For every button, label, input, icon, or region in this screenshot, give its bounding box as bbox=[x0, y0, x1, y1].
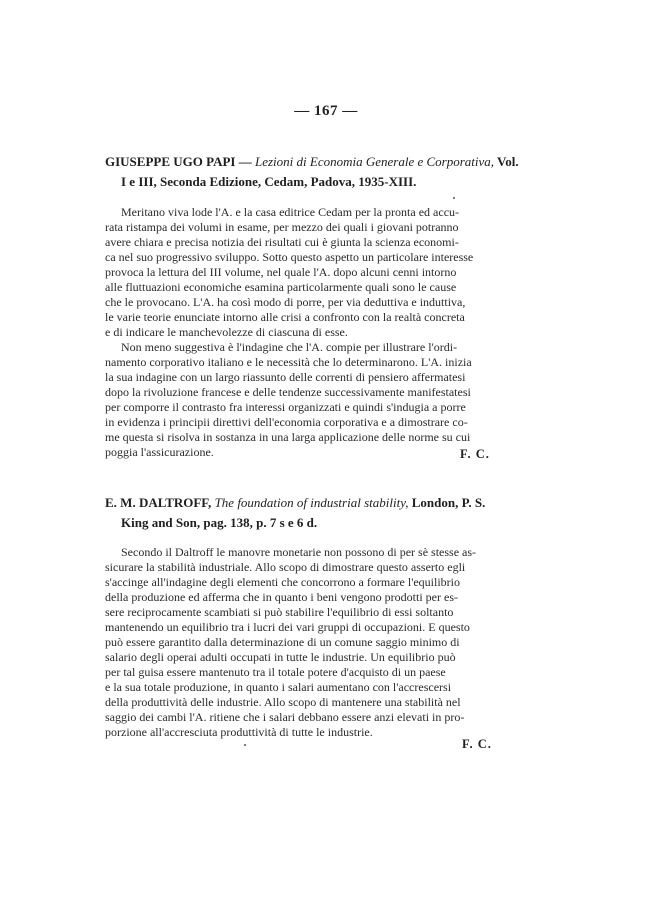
review-publication-info: Vol. bbox=[494, 154, 519, 169]
review-author: E. M. DALTROFF, bbox=[105, 495, 215, 510]
body-line: me questa si risolva in sostanza in una larga applicazione delle norme su cui bbox=[105, 430, 471, 444]
header-line bbox=[105, 513, 525, 533]
review-signature: F. C. bbox=[460, 447, 490, 461]
body-line: della produzione ed afferma che in quanto i beni vengono prodotti per es- bbox=[105, 590, 458, 604]
body-line: namento corporativo italiano e le necessità che lo determinarono. L'A. inizia bbox=[105, 355, 472, 369]
body-line: porzione all'accresciuta produttività di tutte le industrie. bbox=[105, 725, 373, 739]
page-number: — 167 — bbox=[294, 103, 358, 119]
body-line: in evidenza i principii direttivi dell'economia corporativa e a dimostrare co- bbox=[105, 415, 468, 429]
review-title: The foundation of industrial stability, bbox=[214, 495, 409, 510]
review-header bbox=[105, 493, 525, 533]
scan-speck bbox=[453, 197, 455, 199]
body-line: e di indicare le manchevolezze di ciascuna di esse. bbox=[105, 325, 348, 339]
body-line: salario degli operai adulti occupati in tutte le industrie. Un equilibrio può bbox=[105, 650, 456, 664]
header-line bbox=[105, 493, 525, 513]
body-line: che le provocano. L'A. ha così modo di porre, per via deduttiva e induttiva, bbox=[105, 295, 466, 309]
review-publication-info: London, P. S. bbox=[408, 495, 486, 510]
body-line: Meritano viva lode l'A. e la casa editrice Cedam per la pronta ed accu- bbox=[121, 205, 460, 219]
body-line: sicurare la stabilità industriale. Allo scopo di dimostrare questo asserto egli bbox=[105, 560, 466, 574]
body-line: Non meno suggestiva è l'indagine che l'A. compie per illustrare l'ordi- bbox=[121, 340, 458, 354]
body-line: ca nel suo progressivo sviluppo. Sotto questo aspetto un particolare interesse bbox=[105, 250, 474, 264]
review-body bbox=[105, 205, 530, 460]
body-line: provoca la lettura del III volume, nel quale l'A. dopo alcuni cenni intorno bbox=[105, 265, 457, 279]
body-line: per comporre il contrasto fra interessi organizzati e quindi s'indugia a porre bbox=[105, 400, 466, 414]
body-line: Secondo il Daltroff le manovre monetarie non possono di per sè stesse as- bbox=[121, 545, 477, 559]
body-line: s'accinge all'indagine degli elementi che concorrono a formare l'equilibrio bbox=[105, 575, 461, 589]
body-line: mantenendo un equilibrio tra i lucri dei vari gruppi di occupazioni. E questo bbox=[105, 620, 470, 634]
body-line: può essere garantito dalla determinazione di un comune saggio minimo di bbox=[105, 635, 460, 649]
body-line: saggio dei cambi l'A. ritiene che i salari debbano essere anzi elevati in pro- bbox=[105, 710, 465, 724]
body-line: e la sua totale produzione, in quanto i salari aumentano con l'accrescersi bbox=[105, 680, 452, 694]
body-line: rata ristampa dei volumi in esame, per mezzo dei quali i giovani potranno bbox=[105, 220, 459, 234]
review-publication-info: I e III, Seconda Edizione, Cedam, Padova, 1935-XIII. bbox=[121, 174, 417, 189]
body-line: alle fluttuazioni economiche esamina particolarmente quali sono le cause bbox=[105, 280, 457, 294]
review-publication-info: King and Son, pag. 138, p. 7 s e 6 d. bbox=[121, 515, 318, 530]
header-line bbox=[105, 172, 525, 192]
body-line: dopo la rivoluzione francese e delle tendenze successivamente manifestatesi bbox=[105, 385, 471, 399]
review-signature: F. C. bbox=[462, 737, 492, 751]
body-line: per tal guisa essere mantenuto tra il totale potere d'acquisto di un paese bbox=[105, 665, 446, 679]
body-line: sere reciprocamente scambiati si può stabilire l'equilibrio di essi soltanto bbox=[105, 605, 454, 619]
review-body bbox=[105, 545, 530, 740]
scan-speck bbox=[244, 744, 246, 746]
body-line: avere chiara e precisa notizia dei risultati cui è giunta la scienza economi- bbox=[105, 235, 459, 249]
body-line: della produttività delle industrie. Allo scopo di mantenere una stabilità nel bbox=[105, 695, 461, 709]
review-author: GIUSEPPE UGO PAPI — bbox=[105, 154, 255, 169]
body-line: le varie teorie enunciate intorno alle crisi a confronto con la realtà concreta bbox=[105, 310, 465, 324]
review-header bbox=[105, 152, 525, 192]
body-line: la sua indagine con un largo riassunto delle correnti di pensiero affermatesi bbox=[105, 370, 466, 384]
review-title: Lezioni di Economia Generale e Corporativa, bbox=[255, 154, 495, 169]
body-line: poggia l'assicurazione. bbox=[105, 445, 214, 459]
header-line bbox=[105, 152, 525, 172]
